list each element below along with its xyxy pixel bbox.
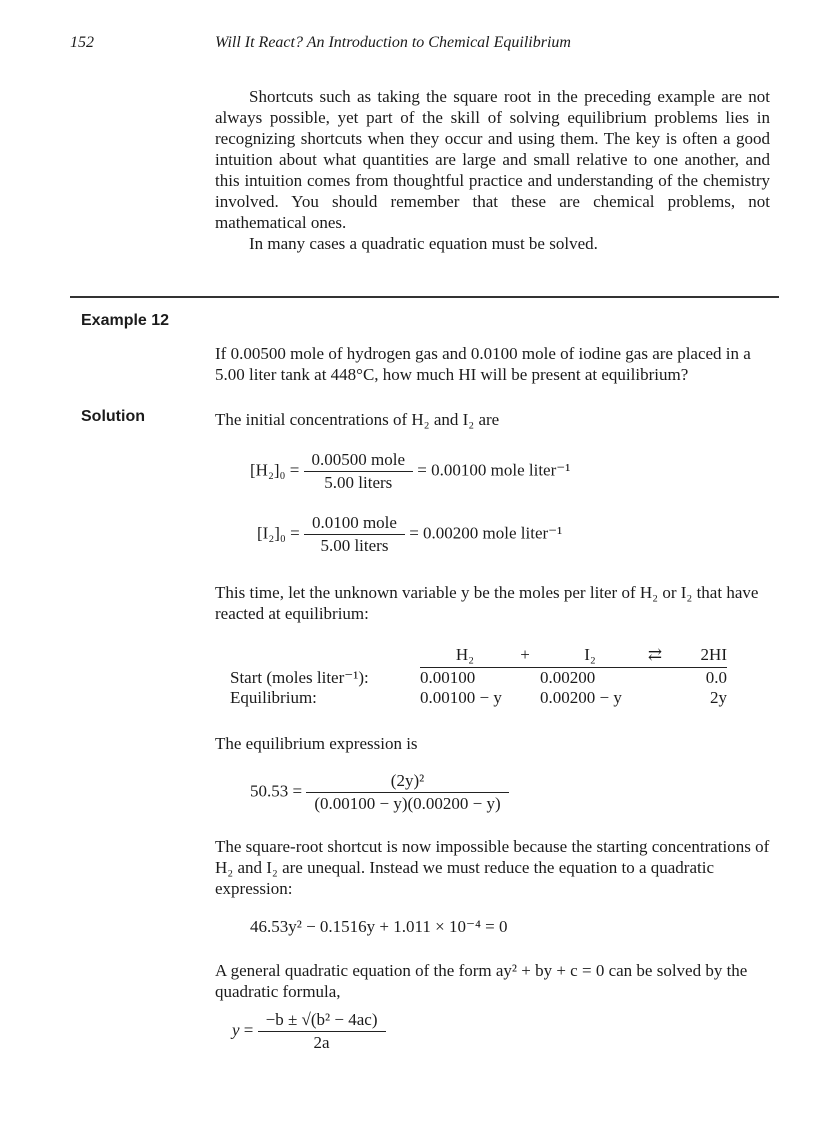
equilibrium-expression: 50.53 = $\frac{\text{(2y)²}}{(0.00100 - y)(0.00200 - y)}$ bbox=[250, 771, 509, 814]
table-header-hi: 2HI bbox=[670, 643, 727, 668]
example-problem: If 0.00500 mole of hydrogen gas and 0.0100 mole of iodine gas are placed in a 5.00 liter tank at 448°C, how much HI will be present at equilibrium? bbox=[215, 344, 751, 384]
quadratic-formula: y = $\frac{\text{−b ± √(b² − 4ac)}}{2a}$ bbox=[232, 1010, 386, 1053]
table-start-label: Start (moles liter⁻¹): bbox=[230, 667, 369, 687]
table-eq-i2: 0.00200 − y bbox=[540, 688, 622, 707]
h2-result: 0.00100 mole liter⁻¹ bbox=[431, 460, 571, 480]
h2-numerator: 0.00500 mole bbox=[304, 450, 414, 472]
intro-text bbox=[215, 86, 770, 254]
formula-numerator: −b ± √(b² − 4ac) bbox=[258, 1010, 386, 1032]
running-title: Will It React? An Introduction to Chemical Equilibrium bbox=[215, 34, 571, 51]
i2-lhs: [I₂]₀ bbox=[257, 523, 286, 543]
example-label: Example 12 bbox=[81, 312, 170, 329]
i2-result: 0.00200 mole liter⁻¹ bbox=[423, 523, 563, 543]
unknown-definition: This time, let the unknown variable y be the moles per liter of H₂ or I₂ that have reacted at equilibrium: bbox=[215, 583, 759, 623]
h2-denominator: 5.00 liters bbox=[324, 473, 393, 492]
h2-concentration-equation: [H₂]₀ = $\frac{\text{0.00500 mole}}{\text{5.00 liters}}$ = 0.00100 mole liter⁻¹ bbox=[250, 450, 571, 492]
table-header-h2: H₂ bbox=[420, 643, 510, 668]
k-denominator: (0.00100 − y)(0.00200 − y) bbox=[314, 794, 501, 813]
h2-lhs: [H₂]₀ bbox=[250, 460, 286, 480]
i2-concentration-equation: [I₂]₀ = $\frac{\text{0.0100 mole}}{\text{5.00 liters}}$ = 0.00200 mole liter⁻¹ bbox=[257, 513, 563, 555]
table-eq-label: Equilibrium: bbox=[230, 688, 317, 707]
shortcut-text: The square-root shortcut is now impossible because the starting concentrations of H₂ and I₂ are unequal. Instead we must reduce the equation to a quadratic expression: bbox=[215, 837, 770, 898]
table-header-arrow: ⇄ bbox=[640, 643, 670, 668]
k-value: 50.53 bbox=[250, 781, 289, 801]
page-number: 152 bbox=[70, 34, 94, 51]
table-eq-h2: 0.00100 − y bbox=[420, 688, 502, 707]
k-numerator: (2y)² bbox=[306, 771, 508, 793]
i2-denominator: 5.00 liters bbox=[320, 536, 389, 555]
formula-denominator: 2a bbox=[313, 1033, 330, 1052]
solution-label: Solution bbox=[81, 408, 145, 425]
intro-paragraph-2: In many cases a quadratic equation must be solved. bbox=[249, 234, 598, 253]
solution-intro: The initial concentrations of H₂ and I₂ are bbox=[215, 410, 500, 429]
general-quadratic-text: A general quadratic equation of the form ay² + by + c = 0 can be solved by the quadratic formula, bbox=[215, 961, 748, 1001]
table-eq-hi: 2y bbox=[710, 688, 727, 707]
table-start-i2: 0.00200 bbox=[540, 668, 596, 687]
table-header-i2: I₂ bbox=[540, 643, 640, 668]
section-divider bbox=[70, 296, 779, 298]
quadratic-equation: 46.53y² − 0.1516y + 1.011 × 10⁻⁴ = 0 bbox=[250, 917, 508, 936]
table-start-h2: 0.00100 bbox=[420, 668, 476, 687]
k-fraction bbox=[306, 771, 508, 814]
i2-fraction bbox=[304, 513, 405, 556]
intro-paragraph-1: Shortcuts such as taking the square root in the preceding example are not always possible, yet part of the skill of solving equilibrium problems lies in recognizing shortcuts when they occur and using them. The key is often a good intuition about what quantities are large and small relative to one another, and this intuition comes from thoughtful practice and understanding of the chemistry involved. You should remember that these are chemical problems, not mathematical ones. bbox=[215, 87, 770, 232]
h2-fraction bbox=[304, 450, 414, 493]
expression-intro: The equilibrium expression is bbox=[215, 734, 418, 753]
i2-numerator: 0.0100 mole bbox=[304, 513, 405, 535]
formula-lhs: y bbox=[232, 1020, 240, 1040]
formula-fraction bbox=[258, 1010, 386, 1053]
table-start-hi: 0.0 bbox=[705, 668, 727, 687]
ice-table bbox=[230, 643, 727, 708]
table-header-plus: + bbox=[510, 643, 540, 668]
